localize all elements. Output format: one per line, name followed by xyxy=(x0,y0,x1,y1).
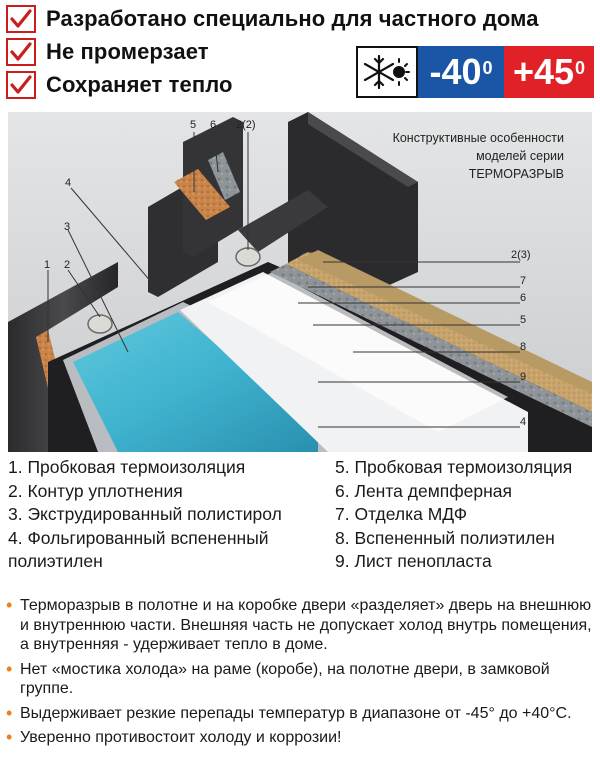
callout-label: 5 xyxy=(520,314,527,326)
degree-mark: 0 xyxy=(482,57,493,78)
legend-item: 3. Экструдированный полистирол xyxy=(8,504,282,524)
hot-value: +45 xyxy=(512,51,575,92)
list-item-text: Терморазрыв в полотне и на коробке двери «разделяет» дверь на внешнюю и внутреннюю части. Внешняя часть не допускает холод внутрь помещения, а внутренняя - удерживает тепло в доме. xyxy=(20,597,592,653)
degree-mark: 0 xyxy=(575,57,586,78)
legend-item: 9. Лист пенопласта xyxy=(335,551,492,571)
callout-label: 4 xyxy=(520,416,527,428)
feature-1 xyxy=(6,3,539,35)
legend-item: 1. Пробковая термоизоляция xyxy=(8,457,246,477)
list-item-text: Нет «мостика холода» на раме (коробе), на полотне двери, в замковой группе. xyxy=(20,660,550,697)
callout-label: 9 xyxy=(520,371,527,383)
hot-temperature xyxy=(504,46,594,98)
feature-text: Сохраняет тепло xyxy=(46,72,233,97)
legend-item: 8. Вспененный полиэтилен xyxy=(335,527,555,548)
callout-label: 4 xyxy=(65,177,72,189)
bullet-icon: • xyxy=(6,595,13,615)
bullet-icon: • xyxy=(6,658,13,679)
legend-item: полиэтилен xyxy=(8,551,103,571)
legend-item: 5. Пробковая термоизоляция xyxy=(335,457,573,477)
callout-label: 1 xyxy=(44,259,51,271)
legend-left xyxy=(8,456,318,574)
diagram-caption: Конструктивные особенности xyxy=(392,131,564,145)
bullet-icon: • xyxy=(6,727,13,747)
callout-label: 7 xyxy=(520,275,527,287)
cold-temperature xyxy=(418,46,504,98)
checkmark-icon xyxy=(6,71,36,99)
benefits-list xyxy=(6,596,596,753)
list-item xyxy=(6,704,596,724)
list-item xyxy=(6,728,596,748)
list-item-text: Выдерживает резкие перепады температур в диапазоне от -45° до +40°С. xyxy=(20,704,572,722)
callout-label: 6 xyxy=(210,119,217,131)
list-item-text: Уверенно противостоит холоду и коррозии! xyxy=(20,729,342,746)
door-cross-section-illustration xyxy=(8,112,592,452)
feature-text: Не промерзает xyxy=(46,39,209,64)
list-item xyxy=(6,596,596,655)
header xyxy=(0,0,600,108)
bullet-icon: • xyxy=(6,702,13,723)
callout-label: 5 xyxy=(190,119,197,131)
feature-3 xyxy=(6,69,233,101)
callout-label: 6 xyxy=(520,292,527,304)
checkmark-icon xyxy=(6,38,36,66)
feature-text: Разработано специально для частного дома xyxy=(46,6,539,31)
snowflake-sun-icon xyxy=(356,46,418,98)
callout-label: 3 xyxy=(64,221,71,233)
feature-2 xyxy=(6,36,209,68)
callout-label: 2(2) xyxy=(236,119,256,131)
diagram-caption: ТЕРМОРАЗРЫВ xyxy=(468,167,564,181)
list-item xyxy=(6,660,596,699)
callout-label: 8 xyxy=(520,341,527,353)
cold-value: -40 xyxy=(429,51,482,92)
legend-item: 4. Фольгированный вспененный xyxy=(8,527,269,548)
checkmark-icon xyxy=(6,5,36,33)
legend-item: 6. Лента демпферная xyxy=(335,480,512,501)
legend-item: 2. Контур уплотнения xyxy=(8,480,183,501)
callout-label: 2 xyxy=(64,259,71,271)
diagram-caption: моделей серии xyxy=(476,149,564,163)
legend-right xyxy=(335,456,597,574)
legend-item: 7. Отделка МДФ xyxy=(335,504,468,524)
callout-label: 2(3) xyxy=(511,249,531,261)
temperature-badge xyxy=(356,46,594,98)
